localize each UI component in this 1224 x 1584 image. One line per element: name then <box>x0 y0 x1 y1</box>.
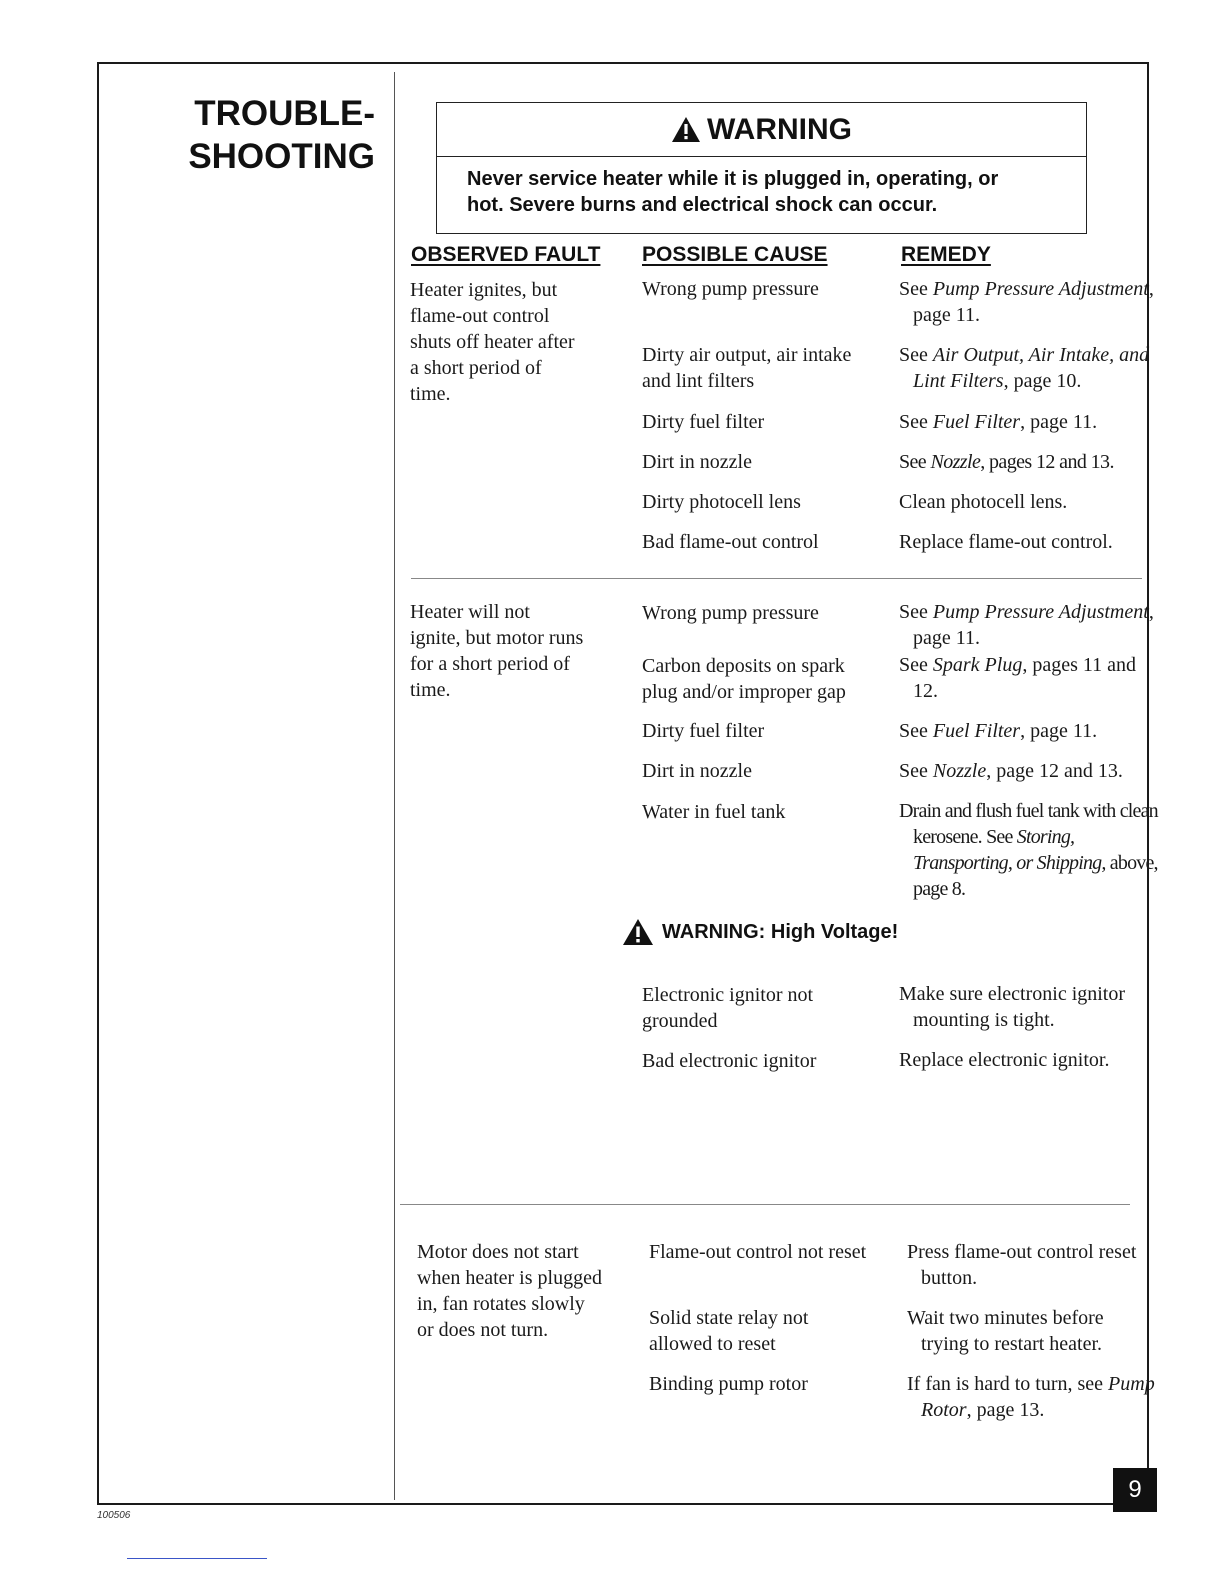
col-head-remedy: REMEDY <box>901 243 991 266</box>
remedy-reference: Pump Rotor <box>921 1373 1155 1421</box>
remedy-text: , page 11. <box>913 601 1154 649</box>
fault-line: for a short period of <box>410 653 570 675</box>
remedy-text: Replace electronic ignitor. <box>899 1049 1110 1071</box>
remedy-reference: Pump Pressure Adjustment <box>932 278 1149 300</box>
footer-underline <box>127 1558 267 1559</box>
cause-2-2 <box>642 653 901 705</box>
warning-triangle-icon <box>671 116 701 143</box>
remedy-text: See <box>899 451 931 473</box>
cause-line: Dirty air output, air intake <box>642 344 852 366</box>
fault-line: in, fan rotates slowly <box>417 1293 585 1315</box>
remedy-2-1 <box>899 599 1158 651</box>
warning-line-1: Never service heater while it is plugged in, operating, or <box>467 168 999 190</box>
cause-line: allowed to reset <box>649 1333 776 1355</box>
cause-line: Solid state relay not <box>649 1307 809 1329</box>
cause-line: plug and/or improper gap <box>642 681 846 703</box>
high-voltage-warning <box>622 918 898 946</box>
section-title-line-2: SHOOTING <box>188 137 375 176</box>
group-divider <box>400 1204 1130 1205</box>
remedy-text: Replace flame-out control. <box>899 531 1113 553</box>
remedy-text: , pages 11 and 12. <box>913 654 1136 702</box>
remedy-2-7 <box>899 1047 1158 1073</box>
remedy-text: Press flame-out control reset button. <box>907 1241 1137 1289</box>
remedy-text: See <box>899 654 933 676</box>
remedy-3-1 <box>907 1239 1146 1291</box>
remedy-text: See <box>899 760 933 782</box>
remedy-reference: Air Output, Air Intake, and Lint Filters <box>913 344 1150 392</box>
fault-1 <box>410 277 625 407</box>
remedy-text: Drain and flush fuel tank with clean kerosene. See <box>899 800 1158 848</box>
remedy-1-3 <box>899 409 1158 435</box>
remedy-2-2 <box>899 652 1148 704</box>
cause-2-4: Dirt in nozzle <box>642 760 752 782</box>
remedy-reference: Fuel Filter <box>932 720 1021 742</box>
remedy-1-1 <box>899 276 1158 328</box>
cause-1-3: Dirty fuel filter <box>642 411 765 433</box>
remedy-text: , page 10. <box>1003 370 1082 392</box>
fault-line: flame-out control <box>410 305 550 327</box>
remedy-text: If fan is hard to turn, see <box>907 1373 1109 1395</box>
remedy-reference: Pump Pressure Adjustment <box>932 601 1149 623</box>
remedy-text: See <box>899 601 933 623</box>
remedy-text: , pages 12 and 13. <box>980 451 1114 473</box>
group-divider <box>411 578 1142 579</box>
cause-3-2 <box>649 1305 908 1357</box>
cause-2-6 <box>642 982 901 1034</box>
fault-3 <box>417 1239 632 1343</box>
cause-3-1: Flame-out control not reset <box>649 1241 867 1263</box>
fault-line: ignite, but motor runs <box>410 627 584 649</box>
cause-2-5: Water in fuel tank <box>642 801 786 823</box>
remedy-reference: Nozzle <box>930 451 981 473</box>
column-divider <box>394 72 395 1500</box>
remedy-2-3 <box>899 718 1158 744</box>
remedy-reference: Nozzle <box>932 760 987 782</box>
col-head-possible-cause: POSSIBLE CAUSE <box>642 243 828 266</box>
remedy-2-6 <box>899 981 1158 1033</box>
remedy-1-2 <box>899 342 1158 394</box>
remedy-text: above, page 8. <box>913 852 1158 900</box>
remedy-text: , page 11. <box>1020 720 1098 742</box>
remedy-3-2 <box>907 1305 1156 1357</box>
fault-line: or does not turn. <box>417 1319 549 1341</box>
warning-heading-text: WARNING <box>707 112 852 146</box>
cause-1-2 <box>642 342 901 394</box>
section-title-line-1: TROUBLE- <box>194 94 375 133</box>
cause-2-3: Dirty fuel filter <box>642 720 765 742</box>
fault-line: Motor does not start <box>417 1241 579 1263</box>
col-head-observed-fault: OBSERVED FAULT <box>411 243 601 266</box>
remedy-text: , page 11. <box>1020 411 1098 433</box>
section-title <box>150 92 375 178</box>
remedy-1-4 <box>899 449 1158 475</box>
remedy-text: See <box>899 344 933 366</box>
remedy-text: Make sure electronic ignitor mounting is tight. <box>899 983 1126 1031</box>
fault-line: when heater is plugged <box>417 1267 602 1289</box>
remedy-text: , page 11. <box>913 278 1154 326</box>
remedy-text: , page 12 and 13. <box>986 760 1123 782</box>
remedy-2-4 <box>899 758 1158 784</box>
cause-2-1: Wrong pump pressure <box>642 602 819 624</box>
fault-line: Heater ignites, but <box>410 279 558 301</box>
fault-line: time. <box>410 383 451 405</box>
fault-line: Heater will not <box>410 601 530 623</box>
remedy-text: Wait two minutes before trying to restart heater. <box>907 1307 1104 1355</box>
fault-line: time. <box>410 679 451 701</box>
page-number: 9 <box>1113 1468 1157 1512</box>
document-code: 100506 <box>97 1510 131 1521</box>
fault-2 <box>410 599 625 703</box>
cause-1-1: Wrong pump pressure <box>642 278 819 300</box>
warning-box <box>436 102 1087 234</box>
remedy-text: Clean photocell lens. <box>899 491 1068 513</box>
cause-1-6: Bad flame-out control <box>642 531 819 553</box>
cause-1-4: Dirt in nozzle <box>642 451 752 473</box>
high-voltage-warning-text: WARNING: High Voltage! <box>662 920 899 943</box>
cause-2-7: Bad electronic ignitor <box>642 1050 817 1072</box>
remedy-2-5 <box>899 798 1158 902</box>
warning-triangle-icon <box>622 918 654 946</box>
warning-line-2: hot. Severe burns and electrical shock can occur. <box>467 194 938 216</box>
warning-heading <box>437 103 1086 157</box>
remedy-text: See <box>899 278 933 300</box>
cause-3-3: Binding pump rotor <box>649 1373 808 1395</box>
cause-line: Carbon deposits on spark <box>642 655 845 677</box>
fault-line: shuts off heater after <box>410 331 575 353</box>
cause-1-5: Dirty photocell lens <box>642 491 801 513</box>
remedy-text: , page 13. <box>966 1399 1045 1421</box>
remedy-1-5 <box>899 489 1158 515</box>
fault-line: a short period of <box>410 357 542 379</box>
cause-line: grounded <box>642 1010 718 1032</box>
remedy-3-3 <box>907 1371 1156 1423</box>
remedy-text: See <box>899 411 933 433</box>
remedy-reference: Spark Plug <box>932 654 1023 676</box>
cause-line: Electronic ignitor not <box>642 984 814 1006</box>
remedy-1-6 <box>899 529 1158 555</box>
warning-message <box>437 157 1086 218</box>
remedy-reference: Storing, Transporting, or Shipping, <box>913 826 1106 874</box>
cause-line: and lint filters <box>642 370 755 392</box>
remedy-text: See <box>899 720 933 742</box>
remedy-reference: Fuel Filter <box>932 411 1021 433</box>
